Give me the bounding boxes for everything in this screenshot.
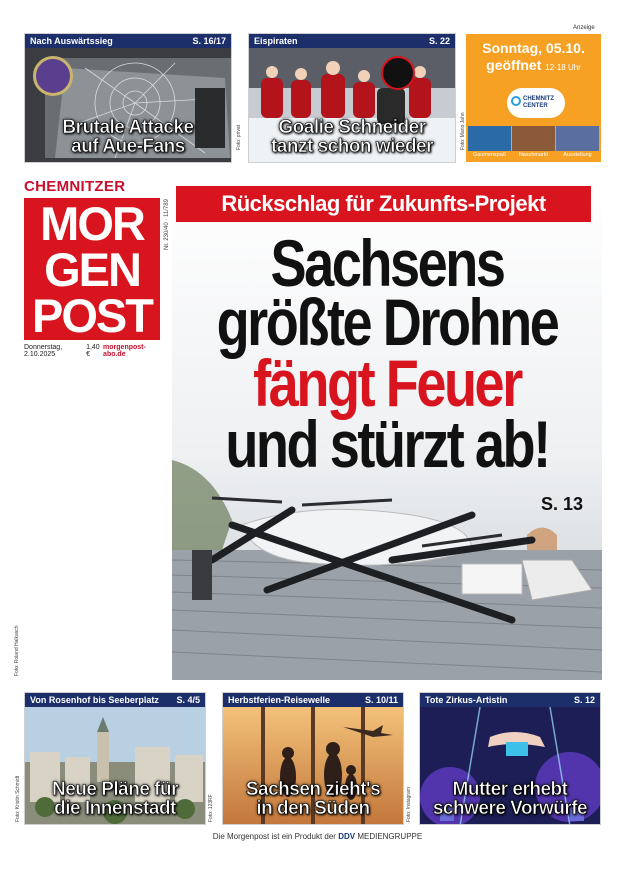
ad-tile-label: Gaumenspaß xyxy=(468,151,511,159)
ad-tile-label: Naschmarkt xyxy=(512,151,555,159)
teaser-bar xyxy=(223,693,403,707)
masthead-top: CHEMNITZER xyxy=(24,178,126,195)
masthead-info xyxy=(24,344,160,358)
teaser-aue-fans[interactable] xyxy=(24,33,232,163)
headline-line: Neue Pläne für xyxy=(51,779,179,800)
headline-line: die Innenstadt xyxy=(54,798,176,819)
chemnitz-center-logo xyxy=(507,88,565,118)
footer-text: Die Morgenpost ist ein Produkt der xyxy=(212,832,336,841)
masthead-word: MOR xyxy=(40,197,144,250)
footer xyxy=(0,832,635,841)
photo-credit: Foto: privat xyxy=(236,124,242,150)
main-kicker: Rückschlag für Zukunfts-Projekt xyxy=(176,186,591,222)
ad-open xyxy=(466,57,601,76)
logo-line: CENTER xyxy=(523,103,548,109)
teaser-headline xyxy=(223,780,403,818)
headline-line: Brutale Attacke xyxy=(62,117,194,138)
photo-credit: Foto: Mario Jahn xyxy=(460,112,466,150)
teaser-page: S. 22 xyxy=(428,36,450,46)
photo-credit: Foto: Kristin Schmidt xyxy=(15,775,21,822)
ad-tile xyxy=(468,126,511,159)
masthead-block xyxy=(24,198,160,340)
headline-line: schwere Vorwürfe xyxy=(432,798,588,819)
issue-price: 1,40 € xyxy=(86,344,100,358)
teaser-headline xyxy=(25,118,231,156)
ad-open-word: geöffnet xyxy=(486,57,542,73)
teaser-headline xyxy=(420,780,600,818)
teaser-bar xyxy=(249,34,455,48)
teaser-label: Tote Zirkus-Artistin xyxy=(425,695,508,705)
subscription-link[interactable]: morgenpost-abo.de xyxy=(103,344,146,358)
teaser-page: S. 10/11 xyxy=(364,695,398,705)
teaser-page: S. 4/5 xyxy=(176,695,200,705)
headline-line: tanzt schon wieder xyxy=(270,136,434,157)
ad-tile xyxy=(512,126,555,159)
issue-number: Nr. 230/40 · 11/789 xyxy=(164,199,170,250)
footer-brand[interactable]: DDV xyxy=(338,832,356,841)
teaser-label: Eispiraten xyxy=(254,36,298,46)
ad-hours: 12-18 Uhr xyxy=(545,63,581,72)
photo-credit: Foto: Roland Halkasch xyxy=(14,625,20,676)
masthead-word: POST xyxy=(32,289,152,342)
footer-brand-2: MEDIENGRUPPE xyxy=(357,832,423,841)
ad-chemnitz-center[interactable] xyxy=(466,34,601,162)
center-logo-icon xyxy=(511,96,521,106)
main-headline-line-4: und stürzt ab! xyxy=(225,407,549,481)
issue-date: Donnerstag, 2.10.2025 xyxy=(24,344,63,358)
ad-date: Sonntag, 05.10. xyxy=(482,40,585,56)
headline-line: Sachsen zieht's xyxy=(245,779,381,800)
teaser-page: S. 16/17 xyxy=(192,36,226,46)
teaser-bar xyxy=(420,693,600,707)
main-headline-line-3: fängt Feuer xyxy=(253,346,521,420)
teaser-label: Von Rosenhof bis Seeberplatz xyxy=(30,695,159,705)
teaser-label: Herbstferien-Reisewelle xyxy=(228,695,331,705)
ad-tile xyxy=(556,126,599,159)
masthead-word: GEN xyxy=(44,243,140,296)
ad-label: Anzeige xyxy=(573,25,595,31)
main-headline-line-1: Sachsens xyxy=(270,226,504,300)
fc-erzgebirge-logo-icon xyxy=(33,56,73,96)
teaser-reisewelle[interactable] xyxy=(222,692,404,825)
photo-credit: Foto: 123RF xyxy=(208,794,214,822)
teaser-headline xyxy=(25,780,205,818)
teaser-bar xyxy=(25,34,231,48)
headline-line: Mutter erhebt xyxy=(452,779,568,800)
headline-line: auf Aue-Fans xyxy=(71,136,185,157)
teaser-bar xyxy=(25,693,205,707)
teaser-label: Nach Auswärtssieg xyxy=(30,36,113,46)
main-page-ref: S. 13 xyxy=(541,494,584,514)
logo-line: CHEMNITZ xyxy=(523,96,554,102)
main-headline-line-2: größte Drohne xyxy=(216,285,558,359)
masthead-logo[interactable] xyxy=(24,178,160,340)
ad-title xyxy=(466,40,601,76)
headline-line: in den Süden xyxy=(256,798,370,819)
headline-line: Goalie Schneider xyxy=(278,117,426,138)
eispiraten-logo-icon xyxy=(381,56,415,90)
photo-credit: Foto: Instagram xyxy=(406,786,412,822)
teaser-innenstadt[interactable] xyxy=(24,692,206,825)
teaser-headline xyxy=(249,118,455,156)
ad-tile-label: Ausstellung xyxy=(556,151,599,159)
teaser-zirkus-artistin[interactable] xyxy=(419,692,601,825)
teaser-page: S. 12 xyxy=(573,695,595,705)
teaser-eispiraten[interactable] xyxy=(248,33,456,163)
